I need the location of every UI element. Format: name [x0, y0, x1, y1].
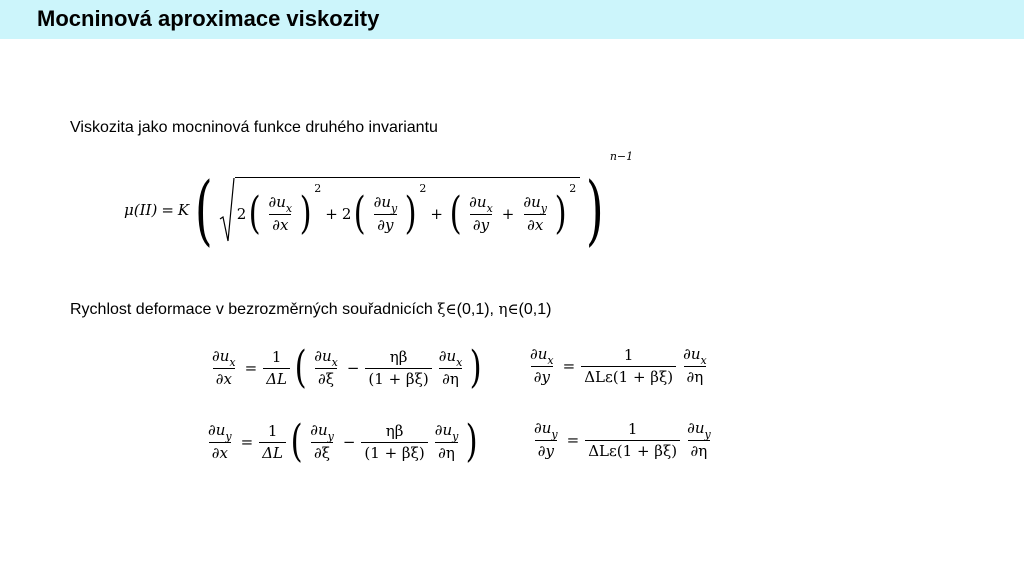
- math-term: ∂x: [269, 214, 291, 234]
- math-term: [466, 194, 496, 214]
- math-term: x: [486, 201, 493, 215]
- math-term: 1: [627, 419, 638, 438]
- equation-dux-dy: [525, 346, 712, 386]
- fraction: [531, 420, 561, 460]
- coef-2b: 2: [341, 204, 352, 223]
- math-term: [432, 422, 462, 442]
- fraction-duy-dy: [371, 194, 401, 234]
- math-term: ∂y: [535, 440, 557, 460]
- math-term: ∂u: [268, 192, 286, 211]
- fraction: [680, 346, 710, 386]
- math-term: x: [229, 356, 236, 369]
- equation-duy-dx: [203, 416, 481, 467]
- slide-title: Mocninová aproximace viskozity: [37, 6, 380, 31]
- left-paren-large: (: [195, 165, 213, 254]
- math-term: ∂u: [530, 345, 548, 363]
- right-paren-large: ): [586, 165, 604, 254]
- paren: ): [299, 187, 312, 239]
- fraction: [684, 420, 714, 460]
- fraction: [307, 422, 337, 462]
- math-term: =: [566, 431, 580, 449]
- xi-symbol: ξ: [437, 300, 446, 318]
- math-term: y: [452, 430, 459, 443]
- math-term: ηβ: [385, 421, 404, 440]
- equation-dux-dx: [207, 342, 485, 393]
- math-term: ∂η: [439, 368, 462, 388]
- math-term: ∂ξ: [315, 368, 337, 388]
- second-invariant: (II): [133, 201, 158, 219]
- math-term: [527, 346, 557, 366]
- math-term: ∂y: [374, 214, 396, 234]
- square-exponent: 2: [419, 182, 427, 195]
- math-term: ∂u: [212, 347, 230, 365]
- math-term: 1: [267, 421, 278, 440]
- paren: ): [465, 416, 478, 467]
- fraction: [259, 423, 286, 462]
- coef-2a: 2: [236, 204, 247, 223]
- math-term: ΔLε(1 + βξ): [581, 366, 676, 386]
- text-viscosity-intro: Viskozita jako mocninová funkce druhého invariantu: [70, 119, 438, 136]
- square-exponent: 2: [569, 182, 577, 195]
- paren: ): [554, 187, 567, 239]
- math-term: y: [391, 201, 398, 215]
- math-term: ∂η: [435, 442, 458, 462]
- math-term: ∂u: [438, 347, 457, 365]
- fraction: [361, 423, 427, 462]
- math-term: [311, 348, 341, 368]
- math-term: 1: [623, 345, 634, 364]
- square-root: [219, 177, 580, 243]
- math-term: [205, 422, 235, 442]
- math-term: ∂x: [213, 368, 235, 388]
- math-term: [209, 348, 239, 368]
- k-constant: K: [177, 201, 190, 219]
- math-term: x: [700, 354, 707, 367]
- math-term: ∂u: [534, 419, 552, 437]
- fraction: [263, 349, 290, 388]
- math-term: [265, 194, 295, 214]
- math-term: =: [244, 359, 258, 377]
- fraction: [205, 422, 235, 462]
- fraction: [581, 347, 676, 386]
- fraction-duy-dx: [520, 194, 550, 234]
- text-deformation-rate: [70, 299, 551, 320]
- plus-sign: +: [501, 204, 515, 223]
- math-term: [531, 420, 561, 440]
- equation-duy-dy: [529, 420, 716, 460]
- math-term: ∂u: [683, 345, 701, 363]
- radicand: [235, 177, 580, 243]
- element-of-symbol-2: ∈: [507, 300, 519, 318]
- fraction: [365, 349, 431, 388]
- math-term: [684, 420, 714, 440]
- math-term: ηβ: [389, 347, 408, 366]
- math-term: [436, 348, 466, 368]
- math-term: y: [225, 430, 232, 443]
- paren: (: [294, 342, 307, 393]
- math-term: −: [346, 359, 360, 377]
- eta-symbol: η: [498, 300, 508, 318]
- paren: (: [353, 187, 367, 239]
- math-term: (1 + βξ): [361, 442, 427, 462]
- math-term: ∂u: [434, 421, 453, 439]
- math-term: ∂η: [688, 440, 711, 460]
- equals-sign: =: [161, 201, 174, 219]
- math-term: ΔL: [259, 442, 286, 462]
- paren: (: [290, 416, 303, 467]
- math-term: =: [562, 357, 576, 375]
- math-term: ∂y: [531, 366, 553, 386]
- math-term: =: [240, 433, 254, 451]
- math-term: ∂u: [314, 347, 332, 365]
- fraction: [527, 346, 557, 386]
- xi-range: (0,1),: [456, 301, 499, 318]
- plus-sign: +: [325, 204, 338, 223]
- math-term: y: [551, 428, 558, 441]
- math-term: ∂ξ: [311, 442, 333, 462]
- math-term: y: [540, 201, 548, 215]
- math-term: [520, 194, 550, 214]
- radical-sign-icon: [219, 177, 235, 243]
- math-term: x: [456, 356, 463, 369]
- math-term: [307, 422, 337, 442]
- fraction-dux-dy: [466, 194, 496, 234]
- fraction: [432, 422, 462, 462]
- paren: (: [449, 187, 462, 239]
- math-term: (1 + βξ): [365, 368, 431, 388]
- deformation-rate-text: Rychlost deformace v bezrozměrných souřadnicích: [70, 301, 438, 318]
- math-term: y: [327, 430, 334, 443]
- math-term: ∂u: [208, 421, 226, 439]
- power-exponent: n−1: [609, 150, 634, 163]
- fraction-dux-dx: [265, 194, 295, 234]
- math-term: ∂y: [470, 214, 492, 234]
- math-term: ∂η: [684, 366, 707, 386]
- paren: ): [469, 342, 482, 393]
- fraction: [585, 421, 680, 460]
- math-term: ∂x: [524, 214, 546, 234]
- mu-symbol: μ: [124, 201, 134, 219]
- math-term: ΔL: [263, 368, 290, 388]
- math-term: y: [704, 428, 711, 441]
- math-term: ΔLε(1 + βξ): [585, 440, 680, 460]
- eta-range: (0,1): [518, 301, 552, 318]
- fraction: [436, 348, 466, 388]
- plus-sign: +: [430, 204, 443, 223]
- square-exponent: 2: [314, 182, 322, 195]
- math-term: [371, 194, 401, 214]
- math-term: x: [285, 201, 293, 215]
- math-term: ∂u: [310, 421, 328, 439]
- math-term: [220, 178, 234, 241]
- math-term: ∂u: [373, 192, 392, 211]
- math-term: ∂x: [209, 442, 231, 462]
- math-term: ∂u: [687, 419, 705, 437]
- fraction: [311, 348, 341, 388]
- math-term: x: [547, 354, 554, 367]
- title-bar: [0, 0, 1024, 39]
- viscosity-equation: [124, 150, 634, 260]
- math-term: −: [342, 433, 356, 451]
- element-of-symbol: ∈: [445, 300, 457, 318]
- paren: ): [404, 187, 417, 239]
- fraction: [209, 348, 239, 388]
- math-term: x: [331, 356, 338, 369]
- paren: (: [248, 187, 261, 239]
- math-term: [680, 346, 710, 366]
- math-term: ∂u: [523, 192, 541, 211]
- math-term: ∂u: [469, 192, 487, 211]
- math-term: 1: [271, 347, 282, 366]
